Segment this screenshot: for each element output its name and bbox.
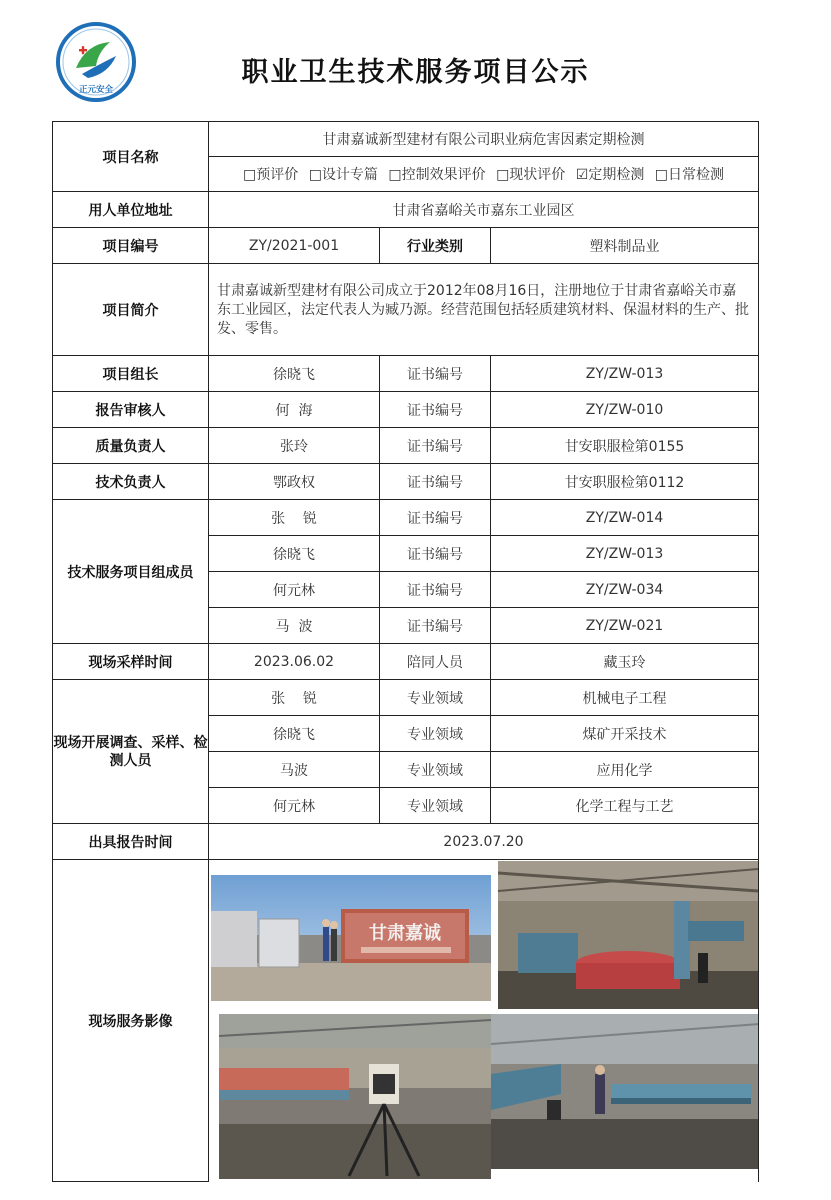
- project-code-label: 项目编号: [53, 228, 209, 264]
- survey-name: 张 锐: [209, 680, 380, 716]
- leader-cert: ZY/ZW-013: [491, 356, 759, 392]
- type-option-daily-detection: □日常检测: [654, 167, 725, 183]
- document-title: 职业卫生技术服务项目公示: [241, 57, 590, 88]
- leader-cert: 甘安职服检第0155: [491, 428, 759, 464]
- address-label: 用人单位地址: [53, 192, 209, 228]
- project-info-table: [52, 121, 759, 1182]
- type-option-current-status: □现状评价: [496, 167, 566, 183]
- industry-value: 塑料制品业: [491, 228, 759, 264]
- survey-field: 煤矿开采技术: [491, 716, 759, 752]
- member-name: 马 波: [209, 608, 380, 644]
- survey-field: 化学工程与工艺: [491, 788, 759, 824]
- cert-label: 证书编号: [380, 536, 491, 572]
- evaluation-type-options: [209, 157, 759, 192]
- leader-role: 项目组长: [53, 356, 209, 392]
- address-value: 甘肃省嘉峪关市嘉东工业园区: [209, 192, 759, 228]
- project-intro-value: 甘肃嘉诚新型建材有限公司成立于2012年08月16日，注册地位于甘肃省嘉峪关市嘉东工业园区，法定代表人为臧乃源。经营范围包括轻质建筑材料、保温材料的生产、批发、零售。: [209, 264, 759, 356]
- leader-name: 徐晓飞: [209, 356, 380, 392]
- svg-text:正元安全: 正元安全: [78, 85, 114, 95]
- cert-label: 证书编号: [380, 392, 491, 428]
- member-name: 何元林: [209, 572, 380, 608]
- field-label: 专业领域: [380, 752, 491, 788]
- leader-role: 质量负责人: [53, 428, 209, 464]
- cert-label: 证书编号: [380, 428, 491, 464]
- site-photo-production-line: [491, 1014, 759, 1169]
- member-cert: ZY/ZW-014: [491, 500, 759, 536]
- report-time-label: 出具报告时间: [53, 824, 209, 860]
- project-name-label: 项目名称: [53, 122, 209, 192]
- leader-row: [53, 392, 759, 428]
- companion-label: 陪同人员: [380, 644, 491, 680]
- sampling-date: 2023.06.02: [209, 644, 380, 680]
- leader-role: 报告审核人: [53, 392, 209, 428]
- leader-row: [53, 356, 759, 392]
- project-name-value: 甘肃嘉诚新型建材有限公司职业病危害因素定期检测: [209, 122, 759, 157]
- leader-row: [53, 428, 759, 464]
- site-images-label: 现场服务影像: [53, 860, 209, 1182]
- cert-label: 证书编号: [380, 572, 491, 608]
- survey-field: 机械电子工程: [491, 680, 759, 716]
- leader-role: 技术负责人: [53, 464, 209, 500]
- report-date: 2023.07.20: [209, 824, 759, 860]
- type-option-pre-evaluation: □预评价: [243, 167, 299, 183]
- survey-field: 应用化学: [491, 752, 759, 788]
- cert-label: 证书编号: [380, 608, 491, 644]
- leader-cert: 甘安职服检第0112: [491, 464, 759, 500]
- team-member-row: [53, 500, 759, 536]
- site-photo-workshop-tripod: [219, 1014, 491, 1179]
- survey-label: 现场开展调查、采样、检测人员: [53, 680, 209, 824]
- site-images-cell: [209, 860, 759, 1182]
- type-option-control-effect: □控制效果评价: [388, 167, 486, 183]
- svg-text:甘肃嘉诚: 甘肃嘉诚: [369, 922, 441, 944]
- field-label: 专业领域: [380, 716, 491, 752]
- cert-label: 证书编号: [380, 356, 491, 392]
- cert-label: 证书编号: [380, 500, 491, 536]
- cert-label: 证书编号: [380, 464, 491, 500]
- field-label: 专业领域: [380, 788, 491, 824]
- survey-name: 徐晓飞: [209, 716, 380, 752]
- survey-name: 何元林: [209, 788, 380, 824]
- leader-row: [53, 464, 759, 500]
- leader-name: 鄂政权: [209, 464, 380, 500]
- site-photo-workshop-mixer: [498, 861, 758, 1009]
- type-option-periodic-detection: ☑定期检测: [575, 167, 645, 183]
- industry-label: 行业类别: [380, 228, 491, 264]
- field-label: 专业领域: [380, 680, 491, 716]
- member-cert: ZY/ZW-021: [491, 608, 759, 644]
- leader-cert: ZY/ZW-010: [491, 392, 759, 428]
- member-cert: ZY/ZW-034: [491, 572, 759, 608]
- project-code-value: ZY/2021-001: [209, 228, 380, 264]
- leader-name: 何 海: [209, 392, 380, 428]
- project-intro-label: 项目简介: [53, 264, 209, 356]
- site-photo-company-sign: [211, 875, 491, 1001]
- survey-name: 马波: [209, 752, 380, 788]
- member-name: 徐晓飞: [209, 536, 380, 572]
- survey-member-row: [53, 680, 759, 716]
- member-name: 张 锐: [209, 500, 380, 536]
- member-cert: ZY/ZW-013: [491, 536, 759, 572]
- companion-value: 藏玉玲: [491, 644, 759, 680]
- type-option-design: □设计专篇: [308, 167, 378, 183]
- leader-name: 张玲: [209, 428, 380, 464]
- team-label: 技术服务项目组成员: [53, 500, 209, 644]
- sampling-time-label: 现场采样时间: [53, 644, 209, 680]
